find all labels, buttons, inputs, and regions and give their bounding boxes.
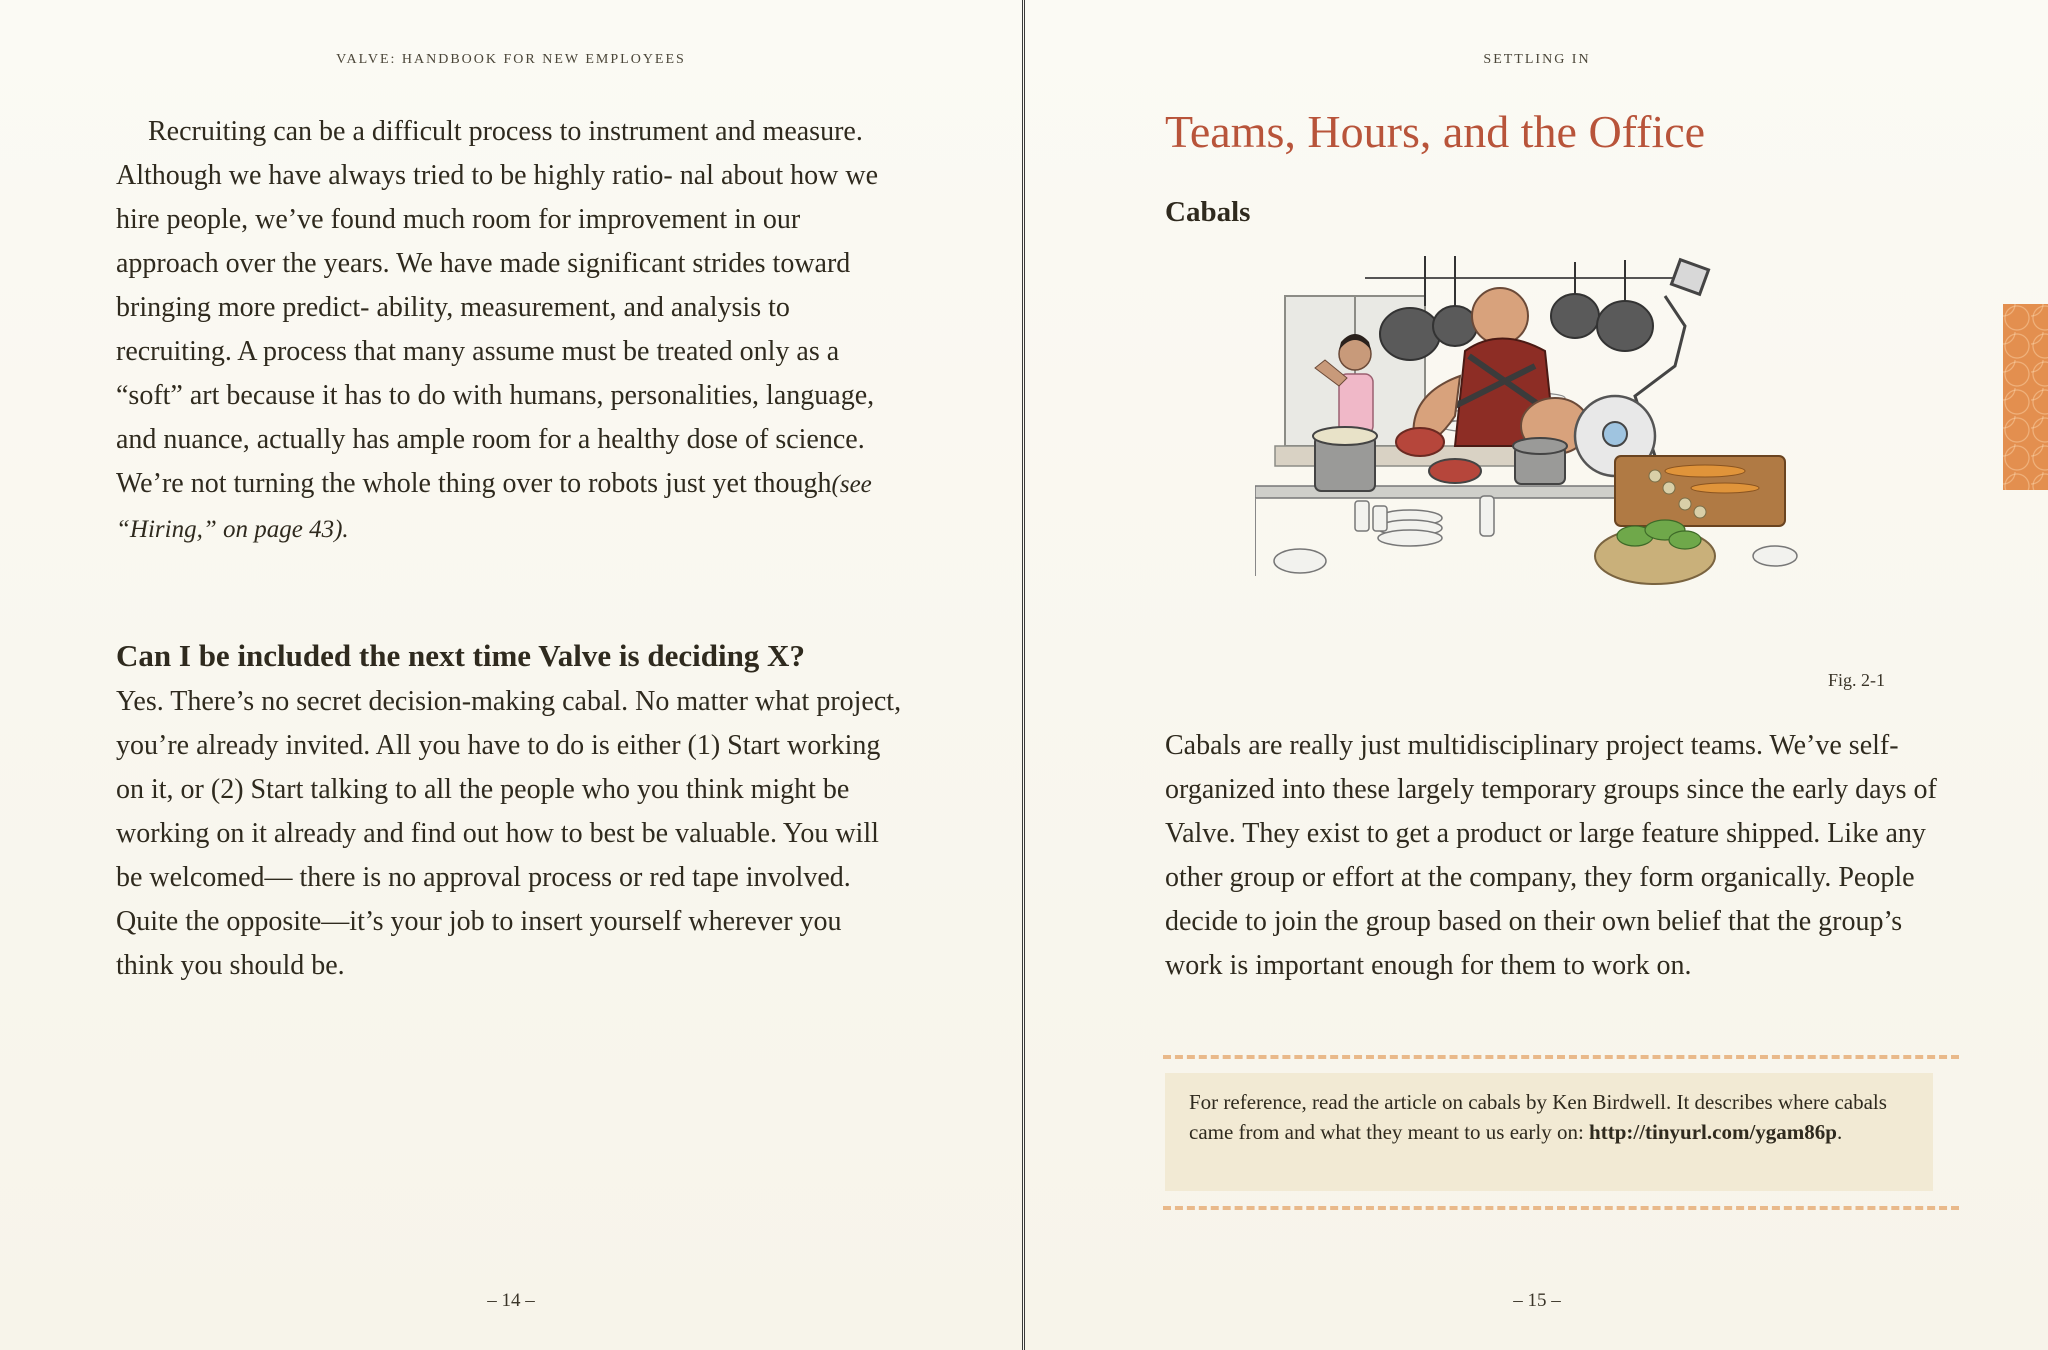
section-subhead: Cabals <box>1165 196 1251 228</box>
answer-paragraph: Yes. There’s no secret decision-making cabal. No matter what project, you’re already invited. All you have to do is either (1) Start working on it, or (2) Start talking to all the people who you think might be working on it already and find out how to best be valuable. You will be welcomed— there is no approval process or red tape involved. Quite the opposite—it’s your job to insert yourself wherever you think you should be. <box>116 686 902 981</box>
hiring-reference: (see “Hiring,” on page 43). <box>116 471 872 543</box>
left-running-head: VALVE: HANDBOOK FOR NEW EMPLOYEES <box>336 52 686 67</box>
callout-end: . <box>1836 1120 1843 1144</box>
right-running-head: SETTLING IN <box>1483 52 1591 67</box>
chapter-edge-tab <box>2003 304 2048 490</box>
cabals-paragraph: Cabals are really just multidisciplinary project teams. We’ve self-organized into these largely temporary groups since the early days of Valve. They exist to get a product or large feature shipped. Like any other group or effort at the company, they form organically. People decide to join the group based on their own belief that the group’s work is important enough for them to work on. <box>1165 730 1937 981</box>
right-page <box>1024 0 2048 1350</box>
left-page <box>0 0 1023 1350</box>
figure-caption: Fig. 2-1 <box>1827 670 1885 690</box>
recruiting-paragraph <box>116 110 906 552</box>
callout-text: For reference, read the article on cabals by Ken Birdwell. It describes where cabals came from and what they meant to us early on: <box>1189 1090 1887 1144</box>
cabals-article-link[interactable]: http://tinyurl.com/ygam86p <box>1589 1120 1837 1144</box>
left-page-number: – 14 – <box>487 1290 535 1311</box>
reference-callout <box>1165 1073 1933 1191</box>
section-title: Teams, Hours, and the Office <box>1165 106 1706 157</box>
right-page-number: – 15 – <box>1513 1290 1561 1311</box>
question-heading: Can I be included the next time Valve is deciding X? <box>116 638 805 673</box>
kitchen-illustration <box>1255 256 1835 656</box>
callout-bottom-rule <box>1163 1206 1959 1210</box>
callout-top-rule <box>1163 1055 1959 1059</box>
recruiting-paragraph-text: Recruiting can be a difficult process to instrument and measure. Although we have always tried to be highly ratio- nal about how we hire people, we’ve found much room for improvement in our approach over the years. We have made significant strides toward bringing more predict- ability, measurement, and analysis to recruiting. A process that many assume must be treated only as a “soft” art because it has to do with humans, personalities, language, and nuance, actually has ample room for a healthy dose of science. We’re not turning the whole thing over to robots just yet though <box>116 116 879 499</box>
